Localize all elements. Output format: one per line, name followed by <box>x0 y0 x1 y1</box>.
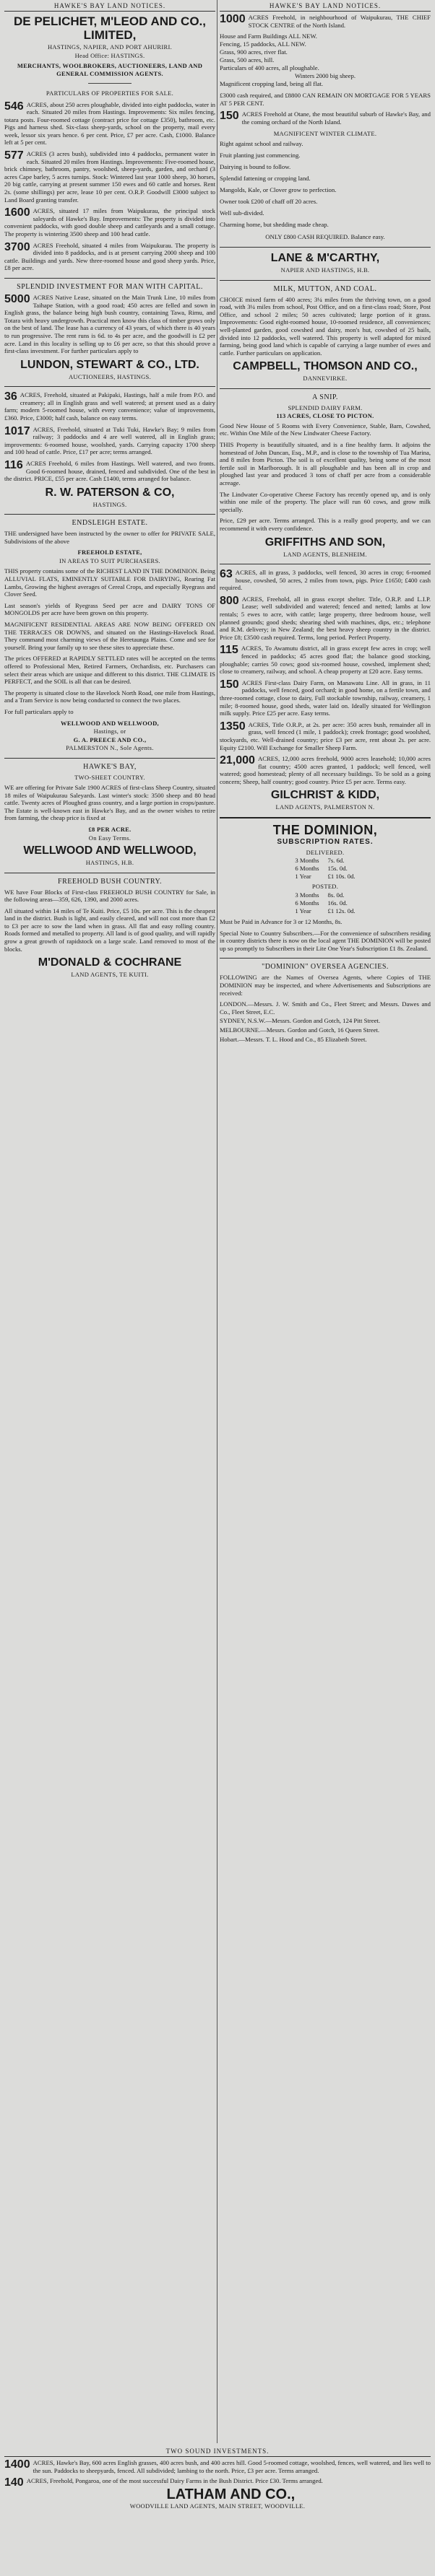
listing-acres: 21,000 <box>220 754 255 767</box>
delivered-heading: DELIVERED. <box>306 848 345 856</box>
pelichet-firm-name: DE PELICHET, M'LEOD AND CO., LIMITED, <box>14 14 206 42</box>
feature-line: Fencing, 15 paddocks, ALL NEW. <box>220 40 306 48</box>
listing-text: ACRES, 12,000 acres freehold, 9000 acres leasehold; 10,000 acres flat country; 4500 acres granted, 1 paddock; well fenced, well watered; good homestead; plenty of all necessary buildings. To be sold as a going concern; Sheep, half country; good country. Price £5 per acre. Terms easy. <box>220 755 431 785</box>
climate-heading: MAGNIFICENT WINTER CLIMATE. <box>273 129 377 137</box>
listing-text: ACRES, about 250 acres ploughable, divided into eight paddocks, water in each. Situated 20 miles from Hastings. Improvements: Six miles fencing, totara posts. Four-roomed cottage (contract price for cottage £350), bathroom, etc. Pigs and harness shed. Six-class sheep-yards, school on the property, mail every week, lessor six years hence. 6 per cent. Price, £7 per acre. Cash, £1000. Balance left at 5 per cent. <box>4 100 215 147</box>
cash-required: ONLY £800 CASH REQUIRED. Balance easy. <box>265 233 385 241</box>
endsleigh-heading: ENDSLEIGH ESTATE. <box>72 519 148 528</box>
feature-line: Dairying is bound to follow. <box>220 163 291 171</box>
rate-period: 6 Months <box>295 899 319 907</box>
snip-subheading: SPLENDID DAIRY FARM. <box>288 403 363 411</box>
listing <box>4 426 215 456</box>
endsleigh-paragraph: The property is situated close to the Havelock North Road, one mile from Hastings, and a Tram Service is now being conducted to connect the two places. <box>4 689 215 704</box>
listing <box>4 2459 431 2474</box>
feature-line: Mangolds, Kale, or Clover grow to perfection. <box>220 186 337 194</box>
rate-period: 3 Months <box>295 891 319 899</box>
campbell-location: DANNEVIRKE. <box>303 375 348 383</box>
twosheet-header: HAWKE'S BAY, <box>83 762 137 771</box>
mcdonald-location: LAND AGENTS, TE KUITI. <box>71 971 149 979</box>
left-column-header: HAWKE'S BAY LAND NOTICES. <box>4 0 215 12</box>
endsleigh-intro: THE undersigned have been instructed by the owner to offer for PRIVATE SALE, Subdivisions of the above <box>4 530 215 545</box>
pelichet-advert <box>4 14 215 272</box>
freebush-paragraph: All situated within 14 miles of Te Kuiti. Price, £5 10s. per acre. This is the cheapest land in the district. Bush is light, and easily cleared, and will not cost more than £2 to £3 per acre to sow the land when in grass. All flat and easy rolling country. Roads formed and metalled to property. All land is of good quality, and will rapidly grow a great growth of rapidstock on a large scale. Land removed to most of the blocks. <box>4 907 215 953</box>
endsleigh-advert <box>4 519 215 751</box>
listing <box>220 721 431 751</box>
listing <box>4 391 215 422</box>
preece-location: PALMERSTON N., Sole Agents. <box>66 744 154 752</box>
snip-acres-heading: 113 ACRES, CLOSE TO PICTON. <box>276 412 374 420</box>
rate-price: 8s. 0d. <box>327 891 345 899</box>
right-column <box>220 0 431 2443</box>
bottom-header: TWO SOUND INVESTMENTS. <box>4 2445 431 2457</box>
rate-price: 16s. 0d. <box>327 899 348 907</box>
lane-mccarthy-advert <box>220 14 431 274</box>
listing <box>220 569 431 592</box>
endsleigh-paragraph: The prices OFFERED at RAPIDLY SETTLED rates will be accepted on the terms offered to Professional Men, Retired Farmers, Orchardists, etc. Purchasers can select their areas which are unique and different to this district. THE CLIMATE IS PERFECT, and the SOIL is all that can be desired. <box>4 655 215 686</box>
twosheet-terms: On Easy Terms. <box>88 834 132 842</box>
latham-firm-name: LATHAM AND CO., <box>166 2486 296 2502</box>
rate-row <box>290 899 359 907</box>
listing-text: ACRES (3 acres bush), subdivided into 4 paddocks, permanent water in each. Situated 20 miles from Hastings. Improvements: Five-roomed house, brick chimney, bathroom, pantry, woolshed, sheep-yards, garden, and orchard (3 acres Cape barley, 5 acres turnips. Stock: Wintered last year 1000 sheep, 30 horses, 20 big cattle, carrying at present summer 150 ewes and 60 cattle and horses. Rent 2s. (some shillings) per acre, lease 10 per cent. O.R.P. Goodwill £3000 subject to Land Board granting transfer. <box>4 150 215 204</box>
rate-price: 7s. 6d. <box>327 857 345 865</box>
pelichet-merchants: MERCHANTS, WOOLBROKERS, AUCTIONEERS, LAND AND GENERAL COMMISSION AGENTS. <box>17 62 203 77</box>
listing-text: ACRES First-class Dairy Farm, on Manawatu Line. All in grass, in 11 paddocks, well fenced, good orchard; in good home, on a fertile town, and three-roomed cottage, close to dairy, Full stockable township, railway, creamery, 1 mile; 8-roomed house, good sheds, water laid on. Ideally situated for Wellington milk supply. Price £25 per acre. Easy terms. <box>220 678 431 717</box>
listing-acres: 1600 <box>4 206 30 219</box>
listing-text: ACRES, all in grass, 3 paddocks, well fenced, 30 acres in crop; 6-roomed house, cowshed, 50 acres, 2 miles from town, pigs. Price £1650; £400 cash required. <box>220 569 431 592</box>
paterson-location: HASTINGS. <box>92 500 127 508</box>
listing-text: ACRES Freehold, 6 miles from Hastings. Well watered, and two fronts. Good 6-roomed house, drained, fenced and subdivided. One of the best in the district. PRICE, £55 per acre. Cash £1400, terms arranged for balance. <box>4 459 215 483</box>
listing <box>4 207 215 237</box>
twosheet-advert <box>4 763 215 867</box>
listing-acres: 546 <box>4 100 24 113</box>
rate-row <box>290 891 359 899</box>
listing-acres: 63 <box>220 568 233 581</box>
latham-advert <box>0 2459 435 2510</box>
rate-row <box>290 873 359 881</box>
rate-price: £1 12s. 0d. <box>327 907 356 914</box>
wellwood-location: Hastings, or <box>93 728 126 735</box>
milk-advert <box>220 285 431 383</box>
listing-text: ACRES Freehold at Otane, the most beautiful suburb of Hawke's Bay, and the coming orchard of the North Island. <box>241 110 431 126</box>
snip-paragraph: THIS Property is beautifully situated, and is a fine healthy farm. It adjoins the homestead of John Duncan, Esq., M.P., and is close to the township of Tua Marina, and 8 miles from Picton. The soil is of excellent quality, being some of the most fertile soil in Marlborough. It is all ploughable and has been all in crop and ploughed last year and produced 3 tons of chaff per acre from a considerable acreage. <box>220 441 431 486</box>
posted-heading: POSTED. <box>311 883 339 891</box>
oversea-paragraph: FOLLOWING are the Names of Oversea Agents, where Copies of THE DOMINION may be inspected, and where Advertisements and Subscriptions are received: <box>220 974 431 997</box>
listing-text: ACRES, Freehold, Pongaroa, one of the most successful Dairy Farms in the Bush District. Price £30. Terms arranged. <box>26 2477 323 2485</box>
dominion-rates-advert <box>220 823 431 1043</box>
listing-acres: 5000 <box>4 292 30 305</box>
paterson-advert <box>4 391 215 508</box>
oversea-agent: MELBOURNE.—Messrs. Gordon and Gotch, 16 Queen Street. <box>220 1026 380 1034</box>
listing <box>4 460 215 483</box>
listing-text: ACRES, Freehold, situated at Tuki Tuki, Hawke's Bay; 9 miles from railway; 3 paddocks and 4 are well watered, all in English grass; improvements: 6-roomed house, woolshed, yards. Carrying capacity 1700 sheep and 100 head of cattle. Price, £17 per acre; terms arranged. <box>4 425 215 456</box>
mcdonald-firm-name: M'DONALD & COCHRANE <box>38 956 182 969</box>
feature-line: Winters 2000 big sheep. <box>294 72 356 80</box>
splendid-heading: SPLENDID INVESTMENT FOR MAN WITH CAPITAL. <box>17 282 203 291</box>
endsleigh-paragraph: MAGNIFICENT RESIDENTIAL AREAS ARE NOW BEING OFFERED ON THE TERRACES OR DOWNS, and situated on the Hastings-Havelock Road. They command most charming views of the Heretaunga Plains. Come and see for yourself. Bring your family up to see these sites to appreciate these. <box>4 621 215 651</box>
listing <box>4 242 215 272</box>
griffiths-firm-name: GRIFFITHS AND SON, <box>264 536 386 549</box>
snip-paragraph: Price, £29 per acre. Terms arranged. This is a really good property, and we can recommend it with every confidence. <box>220 517 431 532</box>
feature-line: Particulars of 400 acres, all ploughable. <box>220 64 319 72</box>
milk-paragraph: CHOICE mixed farm of 400 acres; 3¼ miles from the thriving town, on a good road, with 3¼ miles from school, Post Office, and on a first-class road; Store, Post Office, and school 2 miles; 50 acres cultivated; large portion of it grass. Improvements: Good eight-roomed house, 10-roomed residence, all conveniences; well-planted garden, good cowshed and dairy, mon's hut, cowshed of 25 bails, divided into 12 paddocks, well watered. This property is well adapted for mixed farming, being good land which is capable of carrying a large number of ewes and cattle. Further particulars on application. <box>220 295 431 357</box>
twosheet-subheading: TWO-SHEET COUNTRY. <box>74 773 145 781</box>
listing-acres: 1017 <box>4 424 30 437</box>
listing <box>4 150 215 204</box>
listing <box>220 595 431 642</box>
campbell-firm-name: CAMPBELL, THOMSON AND CO., <box>233 360 418 373</box>
listing <box>220 755 431 785</box>
right-column-header: HAWKE'S BAY LAND NOTICES. <box>220 0 431 12</box>
twosheet-firm-name: WELLWOOD AND WELLWOOD, <box>23 844 197 857</box>
feature-line: Splendid fattening or cropping land. <box>220 175 311 183</box>
rate-row <box>290 865 359 873</box>
rate-price: 15s. 0d. <box>327 865 348 873</box>
endsleigh-paragraph: THIS property contains some of the RICHEST LAND IN THE DOMINION. Being ALLUVIAL FLATS, EMINENTLY SUITABLE FOR DAIRYING, Rearing Fat Lambs, Growing the highest averages of Cereal Crops, and especially Ryegrass and Clover Seed. <box>4 567 215 598</box>
feature-line: Grass, 900 acres, river flat. <box>220 48 288 56</box>
listing-text: ACRES, Freehold, situated at Pakipaki, Hastings, half a mile from P.O. and creamery; all in English grass and well watered; at present used as a dairy farm; modern 5-roomed house, with every convenience; value of improvements, £360. Price, £3000; half cash, balance on easy terms. <box>4 391 215 422</box>
freebush-advert <box>4 878 215 979</box>
listing-acres: 1400 <box>4 2458 30 2471</box>
rate-row <box>290 857 359 865</box>
mortgage-note: £3000 cash required, and £8800 CAN REMAIN ON MORTGAGE FOR 5 YEARS AT 5 PER CENT. <box>220 92 431 107</box>
snip-advert <box>220 393 431 558</box>
feature-line: Magnificent cropping land, being all flat. <box>220 80 324 88</box>
snip-paragraph: Good New House of 5 Rooms with Every Convenience, Stable, Barn, Cowshed, etc. Within One Mile of the New Lindwater Cheese Factory. <box>220 422 431 437</box>
listing-acres: 1350 <box>220 720 246 733</box>
listing-text: ACRES, Title O.R.P., at 2s. per acre: 350 acres bush, remainder all in grass, well fenced (1 mile, 1 paddock); creek frontage; good woolshed, stockyards, etc. Well-drained country; price £3 per acre, rent about 2s. per acre. Equity £2100. Will Exchange for Smaller Sheep Farm. <box>220 720 431 751</box>
listing-text: ACRES, situated 17 miles from Waipukurau, the principal stock saleyards of Hawke's Bay. Improvements: The property is divided into convenient paddocks, with good double sheep and cattleyards and a small cottage. The property is wintering 3500 sheep and 100 head cattle. <box>4 207 215 237</box>
lundon-firm-name: LUNDON, STEWART & CO., LTD. <box>20 358 199 371</box>
twosheet-location: HASTINGS, H.B. <box>85 859 134 866</box>
listing-text: ACRES, Freehold, all in grass except shelter. Title, O.R.P. and L.I.P. Lease; well subdivided and watered; fenced and netted; lambs at low rentals; 5 ewes to acre, with cattle; large property, three bedroom house, well planned grounds; good sheds; shearing shed with machines, dips, etc.; telephone and R.M. delivery; in New Zealand; the best heavy sheep country in the district. Price £8; £3500 cash required. Terms, long period. Perfect Property. <box>220 595 431 641</box>
dominion-note: Must be Paid in Advance for 3 or 12 Months, 8s. <box>220 917 343 925</box>
listing-text: ACRES Native Lease, situated on the Main Trunk Line, 10 miles from Taihape Station, with a good road; 450 acres are felled and sown in English grass, the balance being high bush country, containing Tawa, Rimu, and Totara with heavy undergrowth. Practical men know this class of timber grows only on the best of land. The lease has a currency of 43 years, of which there is 40 years to run progressive. The rent runs is 6d. to 4s per acre, and the goodwill is £2 per acre. Land in this locality is selling up to £6 per acre, so that this should prove a first-class investment. For further particulars apply to <box>4 293 215 355</box>
dominion-title: THE DOMINION, <box>272 822 378 837</box>
delivered-rates-table <box>290 857 359 881</box>
oversea-agent: Hobart.—Messrs. T. L. Hood and Co., 85 Elizabeth Street. <box>220 1035 367 1043</box>
listing-text: ACRES Freehold, in neighbourhood of Waipukurau, THE CHIEF STOCK CENTRE of the North Island. <box>248 14 431 29</box>
listing-acres: 140 <box>4 2476 24 2489</box>
endsleigh-areas: IN AREAS TO SUIT PURCHASERS. <box>59 556 160 564</box>
paterson-firm-name: R. W. PATERSON & CO, <box>45 486 175 499</box>
feature-line: Owner took £200 of chaff off 20 acres. <box>220 198 318 206</box>
gilchrist-advert <box>220 569 431 811</box>
listing <box>220 110 431 126</box>
listing-acres: 116 <box>4 458 23 471</box>
freebush-paragraph: WE have Four Blocks of First-class FREEHOLD BUSH COUNTRY for Sale, in the following areas—359, 626, 1390, and 2000 acres. <box>4 888 215 904</box>
freebush-heading: FREEHOLD BUSH COUNTRY. <box>58 877 162 886</box>
listing-text: ACRES Freehold, situated 4 miles from Waipukurau. The property is divided into 8 paddocks, and is at present carrying 2000 sheep and 100 cattle. Buildings and yards. New three-roomed house and good sheep yards. Price, £8 per acre. <box>4 241 215 272</box>
endsleigh-paragraph: For full particulars apply to <box>4 707 74 715</box>
listing-acres: 800 <box>220 594 239 607</box>
pelichet-particulars: PARTICULARS OF PROPERTIES FOR SALE. <box>46 89 174 97</box>
listing <box>4 101 215 147</box>
posted-rates-table <box>290 891 359 915</box>
listing-acres: 1000 <box>220 13 246 25</box>
griffiths-location: LAND AGENTS, BLENHEIM. <box>283 550 367 558</box>
oversea-heading: "DOMINION" OVERSEA AGENCIES. <box>262 963 389 972</box>
listing <box>220 645 431 675</box>
wellwood-firm-name: WELLWOOD AND WELLWOOD, <box>61 719 159 727</box>
feature-line: Grass, 500 acres, hill. <box>220 56 275 64</box>
listing-text: ACRES, To Awamutu district, all in grass except few acres in crop; well fenced in paddocks; 45 acres good flat; the balance good stocking, ploughable; carries 50 cows; good six-roomed house, cowshed, implement shed; close to creamery, railway, and school. A cheap property at £20 acre. Easy terms. <box>220 645 431 676</box>
listing-acres: 36 <box>4 390 17 403</box>
dominion-subtitle: SUBSCRIPTION RATES. <box>277 837 374 846</box>
listing-acres: 115 <box>220 644 238 657</box>
twosheet-paragraph: WE are offering for Private Sale 1900 ACRES of first-class Sheep Country, situated 18 miles of Waipukurau Saleyards. Last winter's stock: 3500 sheep and 80 head cattle. Twenty acres of Ploughed grass country, and a large portion in crops/pasture. The Estate is well-known east in Hawke's Bay, and as the owner wishes to retire from farming, the cheap price is fixed at <box>4 784 215 822</box>
bottom-advert <box>0 2445 435 2576</box>
feature-line: Well sub-divided. <box>220 209 264 217</box>
listing <box>220 679 431 717</box>
rate-period: 1 Year <box>295 907 311 914</box>
listing-acres: 150 <box>220 110 239 123</box>
snip-heading: A SNIP. <box>312 393 338 401</box>
splendid-advert <box>4 283 215 380</box>
listing-acres: 150 <box>220 678 239 691</box>
feature-line: Fruit planting just commencing. <box>220 152 301 160</box>
rate-period: 6 Months <box>295 865 319 873</box>
rate-period: 3 Months <box>295 857 319 865</box>
oversea-agent: SYDNEY, N.S.W.—Messrs. Gordon and Gotch, 124 Pitt Street. <box>220 1017 381 1025</box>
gilchrist-firm-name: GILCHRIST & KIDD, <box>270 789 380 802</box>
lane-firm-name: LANE & M'CARTHY, <box>270 252 380 265</box>
rate-price: £1 10s. 0d. <box>327 873 356 881</box>
listing <box>4 294 215 355</box>
gilchrist-location: LAND AGENTS, PALMERSTON N. <box>275 803 375 811</box>
left-column <box>4 0 215 2443</box>
column-rule <box>217 0 218 2443</box>
feature-line: Charming home, but shedding made cheap. <box>220 221 329 229</box>
listing-text: ACRES, Hawke's Bay, 600 acres English grasses, 400 acres bush, and 400 acres hill. Good 5-roomed cottage, woolshed, fences, well watered, and lies well to the sun. Paddocks to sheepyards, fenced. All subdivided; lambing to the north. Price, £3 per acre. Terms arranged. <box>33 2459 431 2474</box>
pelichet-head-office: Head Office: HASTINGS. <box>74 51 145 59</box>
snip-paragraph: The Lindwater Co-operative Cheese Factory has recently opened up, and is only within one mile of the property. The place will run 60 cows, and grow milk specially. <box>220 490 431 513</box>
feature-line: House and Farm Buildings ALL NEW. <box>220 32 317 40</box>
lane-location: NAPIER AND HASTINGS, H.B. <box>280 266 370 274</box>
twosheet-price: £8 PER ACRE. <box>88 826 132 833</box>
milk-heading: MILK, MUTTON, AND COAL. <box>273 284 377 293</box>
preece-firm-name: G. A. PREECE AND CO., <box>73 735 147 743</box>
dominion-special-note: Special Note to Country Subscribers.—For the convenience of subscribers residing in country districts there is now on the local agent THE DOMINION will be posted up so promptly to Subscribers in their Lite One Year's Subscription £1 8s. Zealand. <box>220 929 431 952</box>
listing-acres: 3700 <box>4 240 30 253</box>
feature-line: Right against school and railway. <box>220 140 303 148</box>
lundon-role: AUCTIONEERS, HASTINGS. <box>68 372 152 380</box>
listing <box>220 14 431 29</box>
oversea-agent: LONDON.—Messrs. J. W. Smith and Co., Fleet Street; and Messrs. Dawes and Co., Fleet Street, E.C. <box>220 1000 431 1016</box>
listing-acres: 577 <box>4 149 24 162</box>
rate-period: 1 Year <box>295 873 311 881</box>
endsleigh-paragraph: Last season's yields of Ryegrass Seed per acre and DAIRY TONS OF MONGOLDS per acre have been grown on this property. <box>4 601 215 617</box>
pelichet-locations: HASTINGS, NAPIER, AND PORT AHURIRI. <box>47 43 173 51</box>
latham-location: WOODVILLE LAND AGENTS, MAIN STREET, WOODVILLE. <box>129 2502 306 2510</box>
listing <box>4 2476 431 2489</box>
rate-row <box>290 907 359 915</box>
endsleigh-freehold: FREEHOLD ESTATE, <box>77 549 142 556</box>
